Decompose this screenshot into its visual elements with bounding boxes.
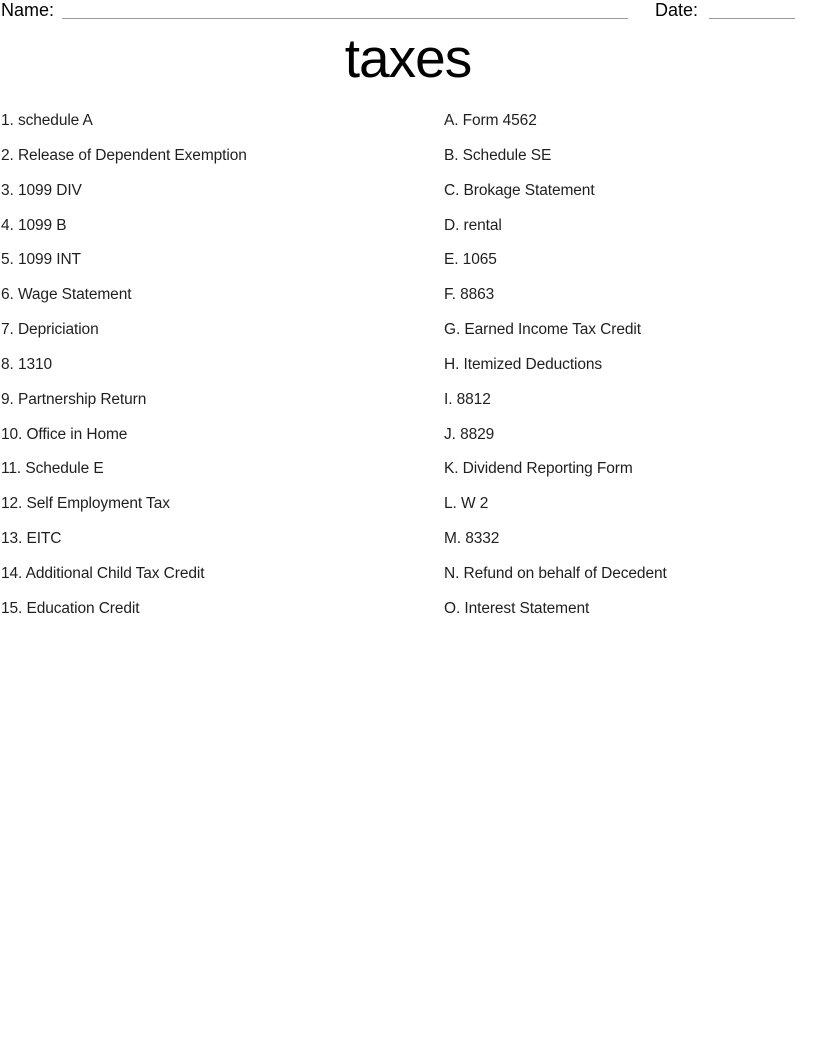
- term-item: [1, 487, 431, 522]
- answer-letter: C.: [444, 181, 460, 199]
- term-number: 14.: [1, 564, 23, 582]
- answer-item: [444, 313, 816, 348]
- term-number: 12.: [1, 495, 23, 513]
- answer-text: 8829: [460, 425, 495, 443]
- term-number: 15.: [1, 599, 23, 617]
- answer-item: [444, 383, 816, 418]
- answer-text: Dividend Reporting Form: [462, 460, 633, 478]
- term-text: Wage Statement: [17, 286, 132, 304]
- answer-text: Brokage Statement: [463, 181, 595, 199]
- term-text: 1099 DIV: [17, 181, 82, 199]
- answer-item: [444, 522, 816, 557]
- answer-text: Refund on behalf of Decedent: [463, 564, 667, 582]
- answer-text: Itemized Deductions: [463, 355, 603, 373]
- answer-item: [444, 348, 816, 383]
- term-number: 1.: [1, 112, 14, 129]
- term-number: 11.: [1, 460, 22, 478]
- term-number: 6.: [1, 286, 14, 304]
- term-item: [1, 418, 431, 453]
- terms-column: [1, 104, 431, 627]
- answer-text: Form 4562: [462, 112, 537, 129]
- term-item: [1, 209, 431, 244]
- answers-column: [444, 104, 816, 627]
- answer-text: Interest Statement: [464, 599, 590, 617]
- answer-item: [444, 418, 816, 453]
- term-item: [1, 452, 431, 487]
- date-label: Date:: [655, 0, 699, 20]
- answer-item: [444, 174, 816, 209]
- term-text: schedule A: [17, 112, 93, 129]
- term-item: [1, 383, 431, 418]
- term-number: 4.: [1, 216, 14, 234]
- term-number: 3.: [1, 181, 14, 199]
- term-number: 10.: [1, 425, 23, 443]
- answer-text: Earned Income Tax Credit: [464, 321, 641, 339]
- answer-item: [444, 209, 816, 244]
- term-item: [1, 348, 431, 383]
- page-title: taxes: [344, 27, 472, 89]
- answer-text: Schedule SE: [462, 146, 552, 164]
- answer-letter: M.: [444, 530, 462, 548]
- answer-item: [444, 278, 816, 313]
- answer-text: 8812: [456, 390, 491, 408]
- term-text: Partnership Return: [17, 390, 147, 408]
- term-item: [1, 592, 431, 627]
- answer-text: rental: [463, 216, 502, 234]
- term-text: Depriciation: [17, 321, 99, 339]
- term-item: [1, 278, 431, 313]
- answer-letter: B.: [444, 146, 459, 164]
- answer-text: 8863: [460, 286, 495, 304]
- term-text: 1099 B: [17, 216, 67, 234]
- answer-text: W 2: [460, 495, 489, 513]
- answer-letter: I.: [444, 390, 453, 408]
- answer-letter: H.: [444, 355, 460, 373]
- answer-letter: E.: [444, 251, 459, 269]
- term-text: Self Employment Tax: [26, 495, 170, 513]
- term-item: [1, 139, 431, 174]
- term-item: [1, 313, 431, 348]
- term-text: Release of Dependent Exemption: [17, 146, 247, 164]
- term-number: 8.: [1, 355, 14, 373]
- answer-letter: O.: [444, 599, 461, 617]
- answer-letter: D.: [444, 216, 460, 234]
- answer-letter: F.: [444, 286, 456, 304]
- term-text: Additional Child Tax Credit: [25, 564, 205, 582]
- term-item: [1, 557, 431, 592]
- term-text: Schedule E: [25, 460, 104, 478]
- term-text: 1310: [17, 355, 53, 373]
- term-number: 9.: [1, 390, 14, 408]
- answer-item: [444, 452, 816, 487]
- term-item: [1, 104, 431, 139]
- term-text: EITC: [26, 530, 62, 548]
- answer-item: [444, 557, 816, 592]
- answer-text: 1065: [462, 251, 497, 269]
- answer-letter: N.: [444, 564, 460, 582]
- date-blank-line: [709, 0, 795, 19]
- answer-letter: G.: [444, 321, 461, 339]
- term-number: 7.: [1, 321, 14, 339]
- answer-text: 8332: [465, 530, 500, 548]
- term-item: [1, 243, 431, 278]
- answer-item: [444, 487, 816, 522]
- name-blank-line: [62, 0, 628, 19]
- answer-letter: J.: [444, 425, 456, 443]
- term-text: Office in Home: [26, 425, 128, 443]
- answer-letter: A.: [444, 112, 459, 129]
- name-label: Name:: [1, 0, 55, 20]
- term-text: 1099 INT: [17, 251, 81, 269]
- answer-item: [444, 243, 816, 278]
- term-text: Education Credit: [26, 599, 140, 617]
- answer-item: [444, 592, 816, 627]
- term-item: [1, 174, 431, 209]
- answer-item: [444, 104, 816, 139]
- term-item: [1, 522, 431, 557]
- answer-letter: L.: [444, 495, 457, 513]
- answer-letter: K.: [444, 460, 459, 478]
- term-number: 2.: [1, 146, 14, 164]
- term-number: 13.: [1, 530, 23, 548]
- answer-item: [444, 139, 816, 174]
- term-number: 5.: [1, 251, 14, 269]
